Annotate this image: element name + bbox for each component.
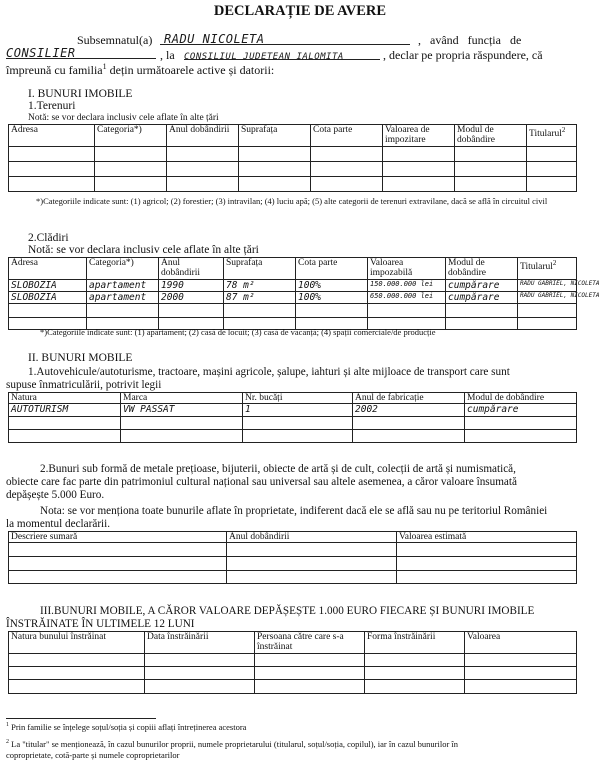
auto-text-1: 1.Autovehicule/autoturisme, tractoare, mașini agricole, șalupe, iahturi și alte mijloace de transport care sunt xyxy=(28,366,510,378)
cladiri-title: 2.Clădiri xyxy=(28,232,69,244)
cell-titular: RADU GABRIEL, NICOLETA xyxy=(518,280,577,292)
col-suprafata: Suprafața xyxy=(224,258,296,280)
footnote-ref-1: 1 xyxy=(102,62,107,71)
metale-text-1: 2.Bunuri sub formă de metale prețioase, bijuterii, obiecte de artă și de cult, colecții de artă și numismatică, xyxy=(40,463,516,475)
table-row xyxy=(9,162,577,177)
subsemnatul-label: Subsemnatul(a) xyxy=(77,33,153,47)
section-3-heading-1: III.BUNURI MOBILE, A CĂROR VALOARE DEPĂȘEȘTE 1.000 EURO FIECARE ȘI BUNURI IMOBILE xyxy=(40,605,535,617)
section-1-heading: I. BUNURI IMOBILE xyxy=(28,88,133,100)
col-forma-instrainarii: Forma înstrăinării xyxy=(365,632,465,654)
col-valoarea-estimata: Valoarea estimată xyxy=(397,532,577,543)
table-row xyxy=(9,304,577,318)
table-row xyxy=(9,430,577,443)
footnote-1: $^1$ Prin familie se înțelege soțul/soția și copiii aflați întreținerea acestora xyxy=(6,722,247,732)
declarant-name-line xyxy=(160,30,410,45)
table-row xyxy=(9,654,577,667)
intro-line-3 xyxy=(6,62,274,78)
familia-text: împreună cu familia xyxy=(6,63,103,77)
col-modul-dobandire: Modul de dobândire xyxy=(455,125,527,147)
col-cota-parte: Cota parte xyxy=(311,125,383,147)
col-categoria: Categoria*) xyxy=(95,125,167,147)
page-title: DECLARAȚIE DE AVERE xyxy=(213,3,387,19)
cladiri-note: Notă: se vor declara inclusiv cele aflate în alte țări xyxy=(28,244,259,256)
col-titularul: Titularul$^2$ xyxy=(518,258,577,280)
cell-suprafata: 78 m² xyxy=(224,280,296,292)
table-row xyxy=(9,557,577,571)
detin-text: dețin următoarele active și datorii: xyxy=(106,63,275,77)
footnote-divider xyxy=(6,718,156,719)
cell-suprafata: 87 m² xyxy=(224,292,296,304)
col-anul-fabricatie: Anul de fabricație xyxy=(353,393,465,404)
functie-line xyxy=(6,44,156,59)
col-descriere: Descriere sumară xyxy=(9,532,227,543)
cladiri-table xyxy=(8,257,600,330)
cell-anul: 1990 xyxy=(159,280,224,292)
la-text: , la xyxy=(160,48,175,62)
cell-adresa: SLOBOZIA xyxy=(9,280,87,292)
col-titularul: Titularul$^2$ xyxy=(527,125,577,147)
section-3-heading-2: ÎNSTRĂINATE ÎN ULTIMELE 12 LUNI xyxy=(6,618,195,630)
col-valoarea: Valoarea de impozitare xyxy=(383,125,455,147)
terenuri-footnote: *)Categoriile indicate sunt: (1) agricol; (2) forestier; (3) intravilan; (4) luciu apă; (5) alte categorii de terenuri extravilane, dacă se află în circuitul civil xyxy=(36,196,548,206)
cell-modul: cumpărare xyxy=(465,404,577,417)
col-modul-dobandire: Modul de dobândire xyxy=(465,393,577,404)
declar-text: , declar pe propria răspundere, că xyxy=(383,48,543,62)
cell-titular: RADU GABRIEL, NICOLETA xyxy=(518,292,577,304)
metale-note-1: Nota: se vor menționa toate bunurile aflate în proprietate, indiferent dacă ele se află sau nu pe teritoriul României xyxy=(40,505,548,517)
auto-table xyxy=(8,392,577,443)
col-valoarea: Valoarea xyxy=(465,632,577,654)
cell-nr-bucati: 1 xyxy=(243,404,353,417)
metale-table xyxy=(8,531,577,584)
table-row xyxy=(9,404,577,417)
institutie-value: CONSILIUL JUDETEAN IALOMITA xyxy=(184,52,344,62)
cell-anul: 2000 xyxy=(159,292,224,304)
cell-modul: cumpărare xyxy=(446,292,518,304)
col-suprafata: Suprafața xyxy=(239,125,311,147)
table-row xyxy=(9,680,577,694)
footnote-2: $^2$ La "titular" se menționează, în cazul bunurilor proprii, numele proprietarului (titularul, soțul/soția, copilul), iar în cazul bunurilor în coproprietate, cotă-parte și numele coproprietarilor xyxy=(6,738,459,760)
cell-modul: cumpărare xyxy=(446,280,518,292)
cell-valoarea: 650.000.000 lei xyxy=(368,292,446,304)
col-cota-parte: Cota parte xyxy=(296,258,368,280)
col-categoria: Categoria*) xyxy=(87,258,159,280)
col-anul-dobandirii: Anul dobândirii xyxy=(227,532,397,543)
functie-value: CONSILIER xyxy=(6,46,76,60)
cladiri-footnote: *)Categoriile indicate sunt: (1) apartament; (2) casă de locuit; (3) casă de vacanță; (4) spații comerciale/de producție xyxy=(40,327,436,337)
col-adresa: Adresa xyxy=(9,258,87,280)
cell-anul: 2002 xyxy=(353,404,465,417)
avand-functia-text: , având funcția de xyxy=(418,33,522,47)
terenuri-table xyxy=(8,124,577,192)
instrainate-table xyxy=(8,631,577,694)
declarant-name: RADU NICOLETA xyxy=(164,32,265,46)
cell-categoria: apartament xyxy=(87,292,159,304)
cell-marca: VW PASSAT xyxy=(121,404,243,417)
cell-categoria: apartament xyxy=(87,280,159,292)
col-marca: Marca xyxy=(121,393,243,404)
col-modul-dobandire: Modul de dobândire xyxy=(446,258,518,280)
col-anul-dobandirii: Anul dobândirii xyxy=(159,258,224,280)
metale-text-3: depășește 5.000 Euro. xyxy=(6,489,105,501)
col-anul-dobandirii: Anul dobândirii xyxy=(167,125,239,147)
cell-valoarea: 150.000.000 lei xyxy=(368,280,446,292)
table-row xyxy=(9,280,577,292)
terenuri-note: Notă: se vor declara inclusiv cele aflate în alte țări xyxy=(28,113,219,123)
metale-note-2: la momentul declarării. xyxy=(6,518,111,530)
cell-natura: AUTOTURISM xyxy=(9,404,121,417)
table-row xyxy=(9,417,577,430)
table-row xyxy=(9,177,577,192)
col-natura: Natura xyxy=(9,393,121,404)
section-2-heading: II. BUNURI MOBILE xyxy=(28,352,133,364)
table-row xyxy=(9,667,577,680)
col-adresa: Adresa xyxy=(9,125,95,147)
cell-cota: 100% xyxy=(296,292,368,304)
table-row xyxy=(9,543,577,557)
table-row xyxy=(9,292,577,304)
col-natura-bunului: Natura bunului înstrăinat xyxy=(9,632,145,654)
table-row xyxy=(9,571,577,584)
terenuri-title: 1.Terenuri xyxy=(28,100,76,112)
auto-text-2: supuse înmatriculării, potrivit legii xyxy=(6,379,162,391)
col-persoana: Persoana către care s-a înstrăinat xyxy=(255,632,365,654)
cell-adresa: SLOBOZIA xyxy=(9,292,87,304)
cell-cota: 100% xyxy=(296,280,368,292)
table-row xyxy=(9,147,577,162)
col-nr-bucati: Nr. bucăți xyxy=(243,393,353,404)
col-valoarea-impozabila: Valoarea impozabilă xyxy=(368,258,446,280)
metale-text-2: obiecte care fac parte din patrimoniul cultural național sau universal sau altele asemenea, a căror valoare însumată xyxy=(6,476,517,488)
col-data-instrainarii: Data înstrăinării xyxy=(145,632,255,654)
institutie-line xyxy=(184,46,380,60)
